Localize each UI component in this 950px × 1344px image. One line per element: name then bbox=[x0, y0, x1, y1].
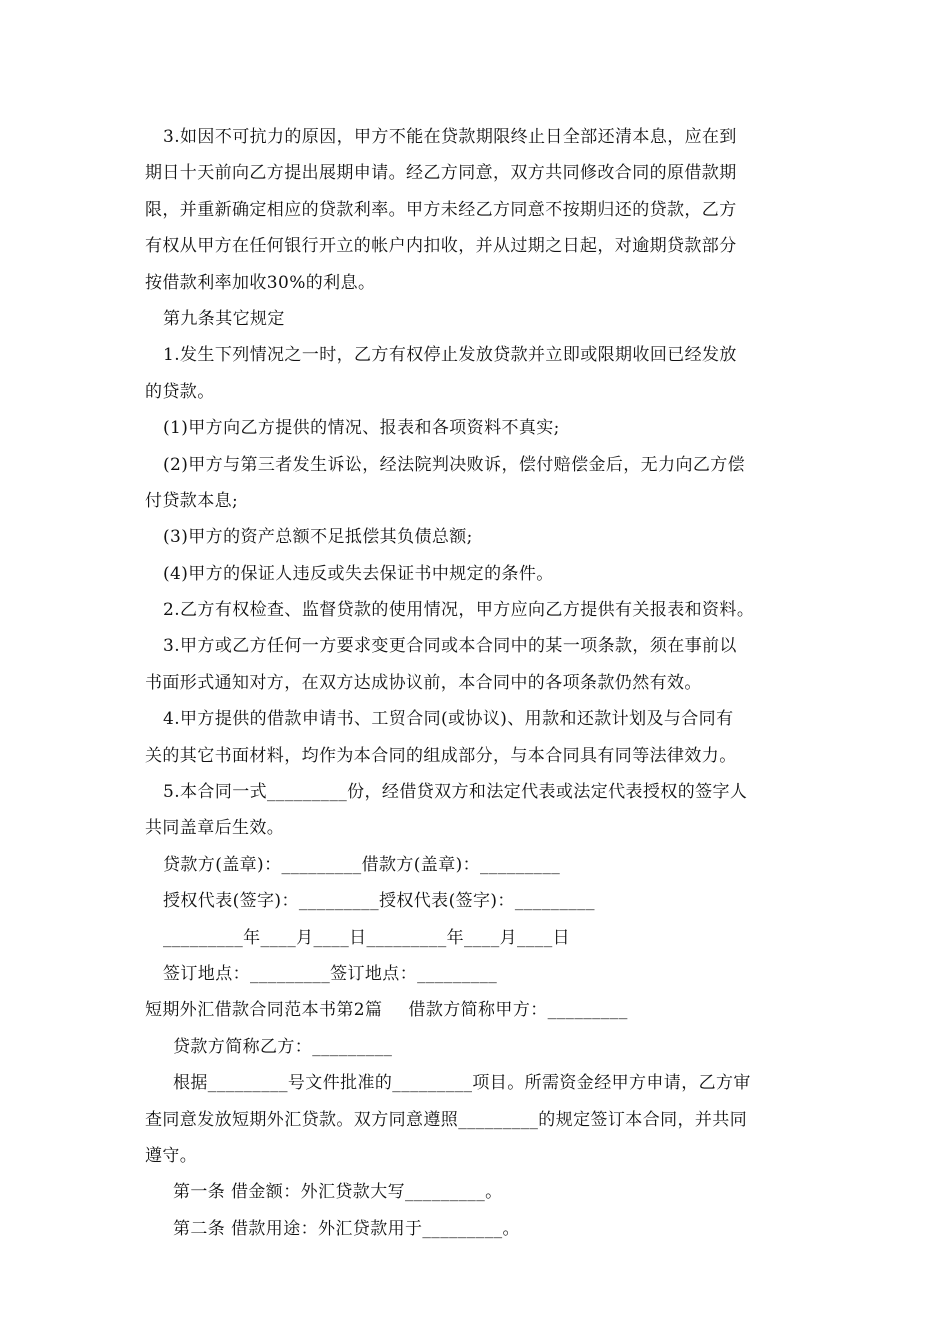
text-line: 的贷款。 bbox=[145, 381, 215, 402]
text-line: 有权从甲方在任何银行开立的帐户内扣收，并从过期之日起，对逾期贷款部分 bbox=[145, 236, 737, 257]
text-line: 按借款利率加收30%的利息。 bbox=[145, 272, 376, 293]
text-line: 签订地点：_________签订地点：_________ bbox=[163, 963, 498, 984]
text-line: 第九条其它规定 bbox=[163, 308, 285, 329]
text-line: 贷款方(盖章)：_________借款方(盖章)：_________ bbox=[163, 854, 561, 875]
text-line: 4.甲方提供的借款申请书、工贸合同(或协议)、用款和还款计划及与合同有 bbox=[163, 709, 734, 730]
text-line: 3.如因不可抗力的原因，甲方不能在贷款期限终止日全部还清本息，应在到 bbox=[163, 127, 737, 147]
text-line: 3.甲方或乙方任何一方要求变更合同或本合同中的某一项条款，须在事前以 bbox=[163, 636, 737, 657]
article-title: 短期外汇借款合同范本书第2篇 bbox=[145, 1000, 383, 1021]
text-line: 遵守。 bbox=[145, 1145, 198, 1166]
text-line: 书面形式通知对方，在双方达成协议前，本合同中的各项条款仍然有效。 bbox=[145, 672, 702, 693]
text-line: 5.本合同一式_________份，经借贷双方和法定代表或法定代表授权的签字人 bbox=[163, 782, 748, 803]
text-line: 付贷款本息; bbox=[145, 490, 239, 511]
text-line: 1.发生下列情况之一时，乙方有权停止发放贷款并立即或限期收回已经发放 bbox=[163, 345, 737, 366]
borrower-abbreviation-field: 借款方简称甲方：_________ bbox=[408, 1000, 628, 1021]
text-line: 根据_________号文件批准的_________项目。所需资金经甲方申请，乙方审 bbox=[173, 1073, 751, 1094]
text-line: 授权代表(签字)：_________授权代表(签字)：_________ bbox=[163, 891, 595, 912]
document-body bbox=[145, 119, 810, 1247]
text-line: 第二条 借款用途：外汇贷款用于_________。 bbox=[173, 1218, 520, 1239]
text-line: 期日十天前向乙方提出展期申请。经乙方同意，双方共同修改合同的原借款期 bbox=[145, 163, 737, 184]
text-line: 限，并重新确定相应的贷款利率。甲方未经乙方同意不按期归还的贷款，乙方 bbox=[145, 199, 737, 220]
text-line: (4)甲方的保证人违反或失去保证书中规定的条件。 bbox=[163, 563, 554, 584]
text-line: 2.乙方有权检查、监督贷款的使用情况，甲方应向乙方提供有关报表和资料。 bbox=[163, 600, 755, 621]
text-line: (3)甲方的资产总额不足抵偿其负债总额; bbox=[163, 527, 473, 548]
clauses-section bbox=[145, 119, 810, 992]
text-line: (1)甲方向乙方提供的情况、报表和各项资料不真实; bbox=[163, 418, 560, 439]
text-line: 共同盖章后生效。 bbox=[145, 818, 285, 839]
article-two-section bbox=[145, 1029, 810, 1247]
text-line: _________年____月____日_________年____月____日 bbox=[163, 927, 570, 948]
text-line: 查同意发放短期外汇贷款。双方同意遵照_________的规定签订本合同，并共同 bbox=[145, 1109, 748, 1130]
text-line: 贷款方简称乙方：_________ bbox=[173, 1036, 393, 1057]
text-line: 第一条 借金额：外汇贷款大写_________。 bbox=[173, 1182, 503, 1203]
article-heading-line bbox=[145, 992, 810, 1028]
text-line: (2)甲方与第三者发生诉讼，经法院判决败诉，偿付赔偿金后，无力向乙方偿 bbox=[163, 454, 746, 475]
text-line: 关的其它书面材料，均作为本合同的组成部分，与本合同具有同等法律效力。 bbox=[145, 745, 737, 766]
